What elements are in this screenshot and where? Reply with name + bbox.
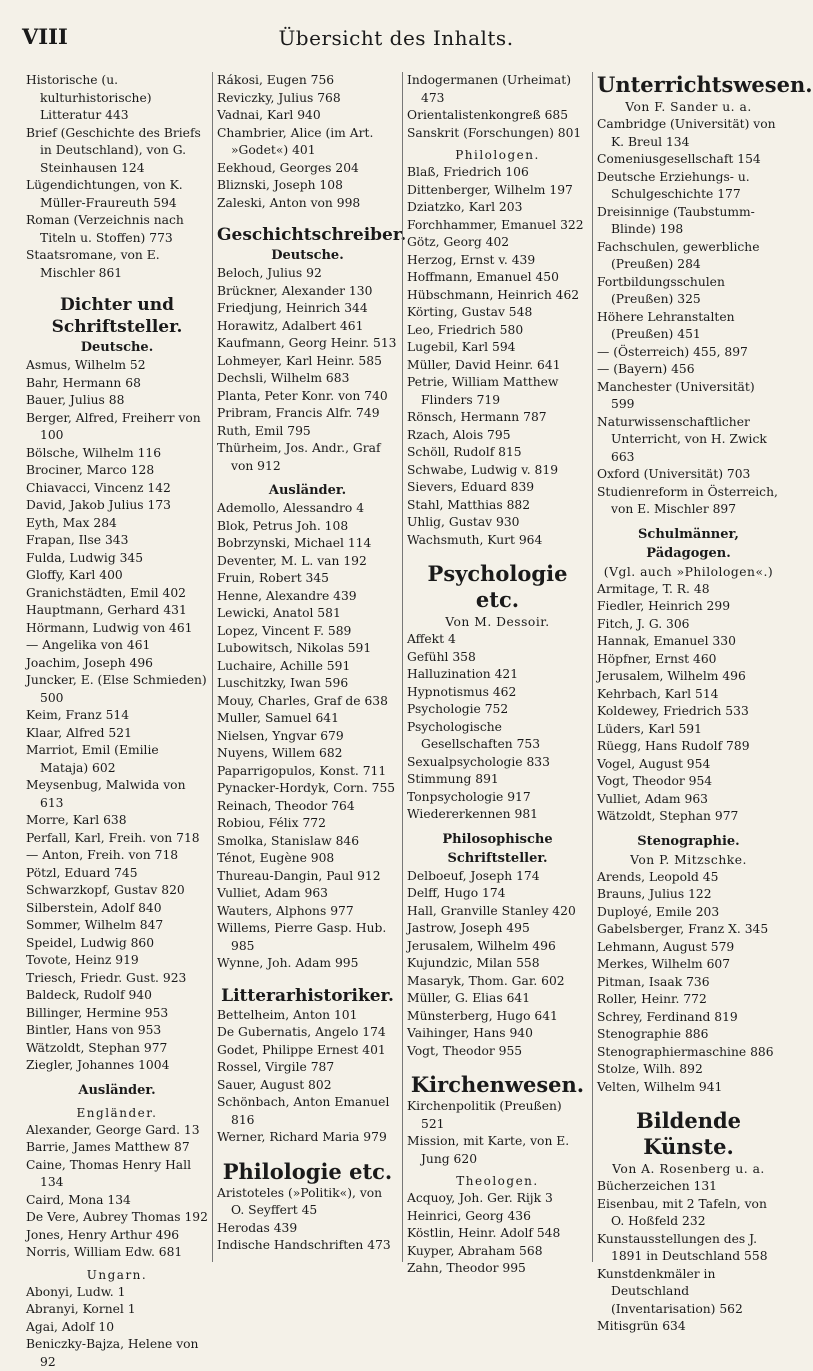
index-entry: Chambrier, Alice (im Art. »Godet«) 401 — [217, 125, 398, 160]
index-entry: Nuyens, Willem 682 — [217, 745, 398, 763]
index-entry: Indische Handschriften 473 — [217, 1237, 398, 1255]
index-entry: Willems, Pierre Gasp. Hub. 985 — [217, 920, 398, 955]
index-entry: Keim, Franz 514 — [26, 707, 208, 725]
index-entry: Affekt 4 — [407, 631, 588, 649]
index-entry: David, Jakob Julius 173 — [26, 497, 208, 515]
entry-list — [407, 164, 588, 549]
index-entry: Triesch, Friedr. Gust. 923 — [26, 970, 208, 988]
index-entry: Mouy, Charles, Graf de 638 — [217, 693, 398, 711]
index-entry: Roller, Heinr. 772 — [597, 991, 780, 1009]
index-entry: Planta, Peter Konr. von 740 — [217, 388, 398, 406]
section-title-psychologie: Psychologie etc. — [407, 561, 588, 613]
subsection-schulmaenner: Schulmänner, Pädagogen. — [597, 525, 780, 563]
index-entry: Fortbildungsschulen (Preußen) 325 — [597, 274, 780, 309]
index-entry: — (Österreich) 455, 897 — [597, 344, 780, 362]
section-title-philologie: Philologie etc. — [217, 1159, 398, 1185]
index-entry: Fulda, Ludwig 345 — [26, 550, 208, 568]
index-entry: Kunstausstellungen des J. 1891 in Deutschland 558 — [597, 1231, 780, 1266]
index-entry: Hypnotismus 462 — [407, 684, 588, 702]
index-entry: Vogt, Theodor 955 — [407, 1043, 588, 1061]
section-author: Von M. Dessoir. — [407, 613, 588, 631]
index-entry: Duployé, Emile 203 — [597, 904, 780, 922]
index-entry: Fiedler, Heinrich 299 — [597, 598, 780, 616]
subsection-auslaender: Ausländer. — [217, 481, 398, 500]
index-entry: Blok, Petrus Joh. 108 — [217, 518, 398, 536]
index-entry: Kaufmann, Georg Heinr. 513 — [217, 335, 398, 353]
index-entry: Merkes, Wilhelm 607 — [597, 956, 780, 974]
index-entry: Stahl, Matthias 882 — [407, 497, 588, 515]
index-entry: — Angelika von 461 — [26, 637, 208, 655]
index-entry: Thürheim, Jos. Andr., Graf von 912 — [217, 440, 398, 475]
index-entry: Pötzl, Eduard 745 — [26, 865, 208, 883]
index-entry: Jastrow, Joseph 495 — [407, 920, 588, 938]
index-entry: Kujundzic, Milan 558 — [407, 955, 588, 973]
index-entry: Blaß, Friedrich 106 — [407, 164, 588, 182]
index-entry: Naturwissenschaftlicher Unterricht, von H. Zwick 663 — [597, 414, 780, 467]
column-2 — [212, 72, 402, 1262]
subsection-philosophische: Philosophische Schriftsteller. — [407, 830, 588, 868]
index-entry: Sievers, Eduard 839 — [407, 479, 588, 497]
index-entry: Arends, Leopold 45 — [597, 869, 780, 887]
index-entry: Vulliet, Adam 963 — [217, 885, 398, 903]
index-entry: Stenographiermaschine 886 — [597, 1044, 780, 1062]
index-entry: Dreisinnige (Taubstumm-Blinde) 198 — [597, 204, 780, 239]
index-entry: Ademollo, Alessandro 4 — [217, 500, 398, 518]
index-entry: Delff, Hugo 174 — [407, 885, 588, 903]
index-entry: Psychologie 752 — [407, 701, 588, 719]
column-1 — [22, 72, 212, 1262]
index-entry: Kirchenpolitik (Preußen) 521 — [407, 1098, 588, 1133]
index-entry: Bölsche, Wilhelm 116 — [26, 445, 208, 463]
cross-reference-note: (Vgl. auch »Philologen«.) — [597, 563, 780, 581]
index-entry: Psychologische Gesellschaften 753 — [407, 719, 588, 754]
index-entry: Agai, Adolf 10 — [26, 1319, 208, 1337]
subsection-deutsche: Deutsche. — [26, 338, 208, 357]
index-entry: Hoffmann, Emanuel 450 — [407, 269, 588, 287]
index-entry: Hauptmann, Gerhard 431 — [26, 602, 208, 620]
index-entry: Bauer, Julius 88 — [26, 392, 208, 410]
index-entry: Wauters, Alphons 977 — [217, 903, 398, 921]
entry-list — [217, 72, 398, 212]
index-entry: Lopez, Vincent F. 589 — [217, 623, 398, 641]
index-entry: Bliznski, Joseph 108 — [217, 177, 398, 195]
index-entry: Mitisgrün 634 — [597, 1318, 780, 1336]
index-entry: Beloch, Julius 92 — [217, 265, 398, 283]
index-entry: Körting, Gustav 548 — [407, 304, 588, 322]
group-label-theologen: Theologen. — [407, 1172, 588, 1190]
group-label-englaender: Engländer. — [26, 1104, 208, 1122]
subsection-stenographie: Stenographie. — [597, 832, 780, 851]
entry-list — [217, 265, 398, 475]
index-entry: Müller, David Heinr. 641 — [407, 357, 588, 375]
index-entry: Klaar, Alfred 521 — [26, 725, 208, 743]
index-entry: Kehrbach, Karl 514 — [597, 686, 780, 704]
index-entry: Barrie, James Matthew 87 — [26, 1139, 208, 1157]
section-title-geschichtschreiber: Geschichtschreiber. — [217, 224, 398, 246]
section-title-bildende-kuenste: Bildende Künste. — [597, 1108, 780, 1160]
index-entry: Eyth, Max 284 — [26, 515, 208, 533]
index-entry: Müller, G. Elias 641 — [407, 990, 588, 1008]
index-entry: Uhlig, Gustav 930 — [407, 514, 588, 532]
index-entry: Kuyper, Abraham 568 — [407, 1243, 588, 1261]
index-entry: Masaryk, Thom. Gar. 602 — [407, 973, 588, 991]
index-entry: Rönsch, Hermann 787 — [407, 409, 588, 427]
column-3 — [402, 72, 592, 1262]
index-entry: Lehmann, August 579 — [597, 939, 780, 957]
index-entry: Caine, Thomas Henry Hall 134 — [26, 1157, 208, 1192]
index-entry: Sexualpsychologie 833 — [407, 754, 588, 772]
index-entry: Marriot, Emil (Emilie Mataja) 602 — [26, 742, 208, 777]
entry-list — [597, 581, 780, 826]
index-entry: Bettelheim, Anton 101 — [217, 1007, 398, 1025]
entry-list — [597, 116, 780, 519]
section-author: Von P. Mitzschke. — [597, 851, 780, 869]
index-entry: Wiedererkennen 981 — [407, 806, 588, 824]
index-entry: Sanskrit (Forschungen) 801 — [407, 125, 588, 143]
index-entry: Historische (u. kulturhistorische) Litteratur 443 — [26, 72, 208, 125]
index-entry: Tovote, Heinz 919 — [26, 952, 208, 970]
index-entry: Staatsromane, von E. Mischler 861 — [26, 247, 208, 282]
index-entry: Pribram, Francis Alfr. 749 — [217, 405, 398, 423]
index-entry: Herzog, Ernst v. 439 — [407, 252, 588, 270]
index-entry: Bahr, Hermann 68 — [26, 375, 208, 393]
index-entry: Stenographie 886 — [597, 1026, 780, 1044]
index-entry: Lubowitsch, Nikolas 591 — [217, 640, 398, 658]
entry-list — [407, 72, 588, 142]
index-entry: Stimmung 891 — [407, 771, 588, 789]
entry-list — [407, 631, 588, 824]
index-entry: Petrie, William Matthew Flinders 719 — [407, 374, 588, 409]
section-title-litterarhistoriker: Litterarhistoriker. — [217, 985, 398, 1007]
index-entry: Reviczky, Julius 768 — [217, 90, 398, 108]
index-entry: Heinrici, Georg 436 — [407, 1208, 588, 1226]
index-entry: Halluzination 421 — [407, 666, 588, 684]
index-entry: Dittenberger, Wilhelm 197 — [407, 182, 588, 200]
index-entry: Herodas 439 — [217, 1220, 398, 1238]
index-entry: Forchhammer, Emanuel 322 — [407, 217, 588, 235]
index-entry: Beniczky-Bajza, Helene von 92 — [26, 1336, 208, 1371]
index-entry: Vogt, Theodor 954 — [597, 773, 780, 791]
index-entry: Zahn, Theodor 995 — [407, 1260, 588, 1278]
index-entry: Nielsen, Yngvar 679 — [217, 728, 398, 746]
index-entry: Brociner, Marco 128 — [26, 462, 208, 480]
index-entry: Silberstein, Adolf 840 — [26, 900, 208, 918]
index-entry: Höhere Lehranstalten (Preußen) 451 — [597, 309, 780, 344]
index-entry: Speidel, Ludwig 860 — [26, 935, 208, 953]
index-entry: Wätzoldt, Stephan 977 — [597, 808, 780, 826]
index-entry: Eisenbau, mit 2 Tafeln, von O. Hoßfeld 232 — [597, 1196, 780, 1231]
index-entry: Paparrigopulos, Konst. 711 — [217, 763, 398, 781]
index-entry: Jones, Henry Arthur 496 — [26, 1227, 208, 1245]
index-entry: Brauns, Julius 122 — [597, 886, 780, 904]
index-entry: Henne, Alexandre 439 — [217, 588, 398, 606]
index-entry: Frapan, Ilse 343 — [26, 532, 208, 550]
index-entry: Manchester (Universität) 599 — [597, 379, 780, 414]
index-entry: Wachsmuth, Kurt 964 — [407, 532, 588, 550]
index-entry: Höpfner, Ernst 460 — [597, 651, 780, 669]
entry-list — [217, 500, 398, 973]
index-entry: Abonyi, Ludw. 1 — [26, 1284, 208, 1302]
entry-list — [407, 868, 588, 1061]
index-entry: Jerusalem, Wilhelm 496 — [597, 668, 780, 686]
index-entry: Robiou, Félix 772 — [217, 815, 398, 833]
index-entry: Eekhoud, Georges 204 — [217, 160, 398, 178]
index-entry: Oxford (Universität) 703 — [597, 466, 780, 484]
index-entry: De Vere, Aubrey Thomas 192 — [26, 1209, 208, 1227]
index-entry: Morre, Karl 638 — [26, 812, 208, 830]
index-entry: Hall, Granville Stanley 420 — [407, 903, 588, 921]
subsection-auslaender: Ausländer. — [26, 1081, 208, 1100]
index-entry: Luchaire, Achille 591 — [217, 658, 398, 676]
index-entry: Acquoy, Joh. Ger. Rijk 3 — [407, 1190, 588, 1208]
index-entry: Thureau-Dangin, Paul 912 — [217, 868, 398, 886]
index-entry: Chiavacci, Vincenz 142 — [26, 480, 208, 498]
entry-list — [26, 72, 208, 282]
index-entry: Tonpsychologie 917 — [407, 789, 588, 807]
entry-list — [407, 1098, 588, 1168]
index-entry: Ziegler, Johannes 1004 — [26, 1057, 208, 1075]
index-entry: Orientalistenkongreß 685 — [407, 107, 588, 125]
index-entry: Perfall, Karl, Freih. von 718 — [26, 830, 208, 848]
index-entry: Godet, Philippe Ernest 401 — [217, 1042, 398, 1060]
index-entry: Hannak, Emanuel 330 — [597, 633, 780, 651]
index-entry: Koldewey, Friedrich 533 — [597, 703, 780, 721]
index-entry: Lohmeyer, Karl Heinr. 585 — [217, 353, 398, 371]
running-header — [22, 24, 770, 58]
subsection-deutsche: Deutsche. — [217, 246, 398, 265]
index-entry: Deutsche Erziehungs- u. Schulgeschichte 177 — [597, 169, 780, 204]
index-entry: Wynne, Joh. Adam 995 — [217, 955, 398, 973]
index-entry: Leo, Friedrich 580 — [407, 322, 588, 340]
index-entry: Studienreform in Österreich, von E. Mischler 897 — [597, 484, 780, 519]
index-entry: Billinger, Hermine 953 — [26, 1005, 208, 1023]
index-entry: Zaleski, Anton von 998 — [217, 195, 398, 213]
index-entry: Horawitz, Adalbert 461 — [217, 318, 398, 336]
index-entry: Schwabe, Ludwig v. 819 — [407, 462, 588, 480]
index-entry: Vadnai, Karl 940 — [217, 107, 398, 125]
index-entry: Sauer, August 802 — [217, 1077, 398, 1095]
index-entry: Friedjung, Heinrich 344 — [217, 300, 398, 318]
index-entry: Schwarzkopf, Gustav 820 — [26, 882, 208, 900]
entry-list — [217, 1185, 398, 1255]
index-entry: Kunstdenkmäler in Deutschland (Inventarisation) 562 — [597, 1266, 780, 1319]
index-entry: Velten, Wilhelm 941 — [597, 1079, 780, 1097]
index-entry: Dziatzko, Karl 203 — [407, 199, 588, 217]
index-columns — [22, 72, 784, 1262]
index-entry: Brückner, Alexander 130 — [217, 283, 398, 301]
index-entry: Vogel, August 954 — [597, 756, 780, 774]
index-entry: Ténot, Eugène 908 — [217, 850, 398, 868]
index-entry: Bobrzynski, Michael 114 — [217, 535, 398, 553]
entry-list — [217, 1007, 398, 1147]
group-label-ungarn: Ungarn. — [26, 1266, 208, 1284]
index-entry: Reinach, Theodor 764 — [217, 798, 398, 816]
index-entry: Luschitzky, Iwan 596 — [217, 675, 398, 693]
index-entry: Comeniusgesellschaft 154 — [597, 151, 780, 169]
index-entry: Sommer, Wilhelm 847 — [26, 917, 208, 935]
index-entry: Pitman, Isaak 736 — [597, 974, 780, 992]
index-entry: — Anton, Freih. von 718 — [26, 847, 208, 865]
index-entry: Rákosi, Eugen 756 — [217, 72, 398, 90]
entry-list — [407, 1190, 588, 1278]
index-entry: Muller, Samuel 641 — [217, 710, 398, 728]
index-entry: Vaihinger, Hans 940 — [407, 1025, 588, 1043]
index-entry: Caird, Mona 134 — [26, 1192, 208, 1210]
index-entry: De Gubernatis, Angelo 174 — [217, 1024, 398, 1042]
index-entry: Indogermanen (Urheimat) 473 — [407, 72, 588, 107]
column-4 — [592, 72, 784, 1262]
entry-list — [597, 869, 780, 1097]
section-title-kirchenwesen: Kirchenwesen. — [407, 1072, 588, 1098]
index-entry: Lugebil, Karl 594 — [407, 339, 588, 357]
index-entry: Asmus, Wilhelm 52 — [26, 357, 208, 375]
index-entry: Mission, mit Karte, von E. Jung 620 — [407, 1133, 588, 1168]
index-entry: Lewicki, Anatol 581 — [217, 605, 398, 623]
entry-list — [26, 1122, 208, 1262]
section-author: Von F. Sander u. a. — [597, 98, 780, 116]
index-entry: Schrey, Ferdinand 819 — [597, 1009, 780, 1027]
index-entry: Deventer, M. L. van 192 — [217, 553, 398, 571]
index-entry: Joachim, Joseph 496 — [26, 655, 208, 673]
index-entry: Roman (Verzeichnis nach Titeln u. Stoffen) 773 — [26, 212, 208, 247]
section-author: Von A. Rosenberg u. a. — [597, 1160, 780, 1178]
index-entry: Dechsli, Wilhelm 683 — [217, 370, 398, 388]
group-label-philologen: Philologen. — [407, 146, 588, 164]
index-entry: Schöll, Rudolf 815 — [407, 444, 588, 462]
index-entry: Köstlin, Heinr. Adolf 548 — [407, 1225, 588, 1243]
index-entry: Berger, Alfred, Freiherr von 100 — [26, 410, 208, 445]
index-entry: Vulliet, Adam 963 — [597, 791, 780, 809]
page-number: VIII — [22, 24, 68, 49]
index-entry: Fitch, J. G. 306 — [597, 616, 780, 634]
index-entry: Cambridge (Universität) von K. Breul 134 — [597, 116, 780, 151]
index-entry: Rossel, Virgile 787 — [217, 1059, 398, 1077]
index-entry: — (Bayern) 456 — [597, 361, 780, 379]
index-entry: Schönbach, Anton Emanuel 816 — [217, 1094, 398, 1129]
index-entry: Brief (Geschichte des Briefs in Deutschland), von G. Steinhausen 124 — [26, 125, 208, 178]
index-entry: Fachschulen, gewerbliche (Preußen) 284 — [597, 239, 780, 274]
index-entry: Juncker, E. (Else Schmieden) 500 — [26, 672, 208, 707]
index-entry: Gabelsberger, Franz X. 345 — [597, 921, 780, 939]
index-entry: Pynacker-Hordyk, Corn. 755 — [217, 780, 398, 798]
index-entry: Werner, Richard Maria 979 — [217, 1129, 398, 1147]
section-title-unterrichtswesen: Unterrichtswesen. — [597, 72, 780, 98]
index-entry: Götz, Georg 402 — [407, 234, 588, 252]
index-entry: Bücherzeichen 131 — [597, 1178, 780, 1196]
index-entry: Granichstädten, Emil 402 — [26, 585, 208, 603]
index-entry: Aristoteles (»Politik«), von O. Seyffert 45 — [217, 1185, 398, 1220]
section-title-dichter: Dichter und Schriftsteller. — [26, 294, 208, 338]
index-entry: Armitage, T. R. 48 — [597, 581, 780, 599]
index-entry: Bintler, Hans von 953 — [26, 1022, 208, 1040]
index-entry: Wätzoldt, Stephan 977 — [26, 1040, 208, 1058]
index-entry: Baldeck, Rudolf 940 — [26, 987, 208, 1005]
index-entry: Delboeuf, Joseph 174 — [407, 868, 588, 886]
entry-list — [26, 1284, 208, 1371]
entry-list — [597, 1178, 780, 1336]
index-entry: Rüegg, Hans Rudolf 789 — [597, 738, 780, 756]
index-entry: Jerusalem, Wilhelm 496 — [407, 938, 588, 956]
index-entry: Gloffy, Karl 400 — [26, 567, 208, 585]
index-entry: Fruin, Robert 345 — [217, 570, 398, 588]
index-entry: Münsterberg, Hugo 641 — [407, 1008, 588, 1026]
index-entry: Meysenbug, Malwida von 613 — [26, 777, 208, 812]
index-entry: Stolze, Wilh. 892 — [597, 1061, 780, 1079]
index-entry: Lügendichtungen, von K. Müller-Fraureuth 594 — [26, 177, 208, 212]
index-entry: Smolka, Stanislaw 846 — [217, 833, 398, 851]
index-entry: Gefühl 358 — [407, 649, 588, 667]
index-entry: Hübschmann, Heinrich 462 — [407, 287, 588, 305]
index-entry: Norris, William Edw. 681 — [26, 1244, 208, 1262]
index-entry: Ruth, Emil 795 — [217, 423, 398, 441]
entry-list — [26, 357, 208, 1075]
index-entry: Abranyi, Kornel 1 — [26, 1301, 208, 1319]
index-entry: Alexander, George Gard. 13 — [26, 1122, 208, 1140]
running-title: Übersicht des Inhalts. — [22, 26, 770, 50]
index-entry: Lüders, Karl 591 — [597, 721, 780, 739]
index-entry: Rzach, Alois 795 — [407, 427, 588, 445]
index-entry: Hörmann, Ludwig von 461 — [26, 620, 208, 638]
